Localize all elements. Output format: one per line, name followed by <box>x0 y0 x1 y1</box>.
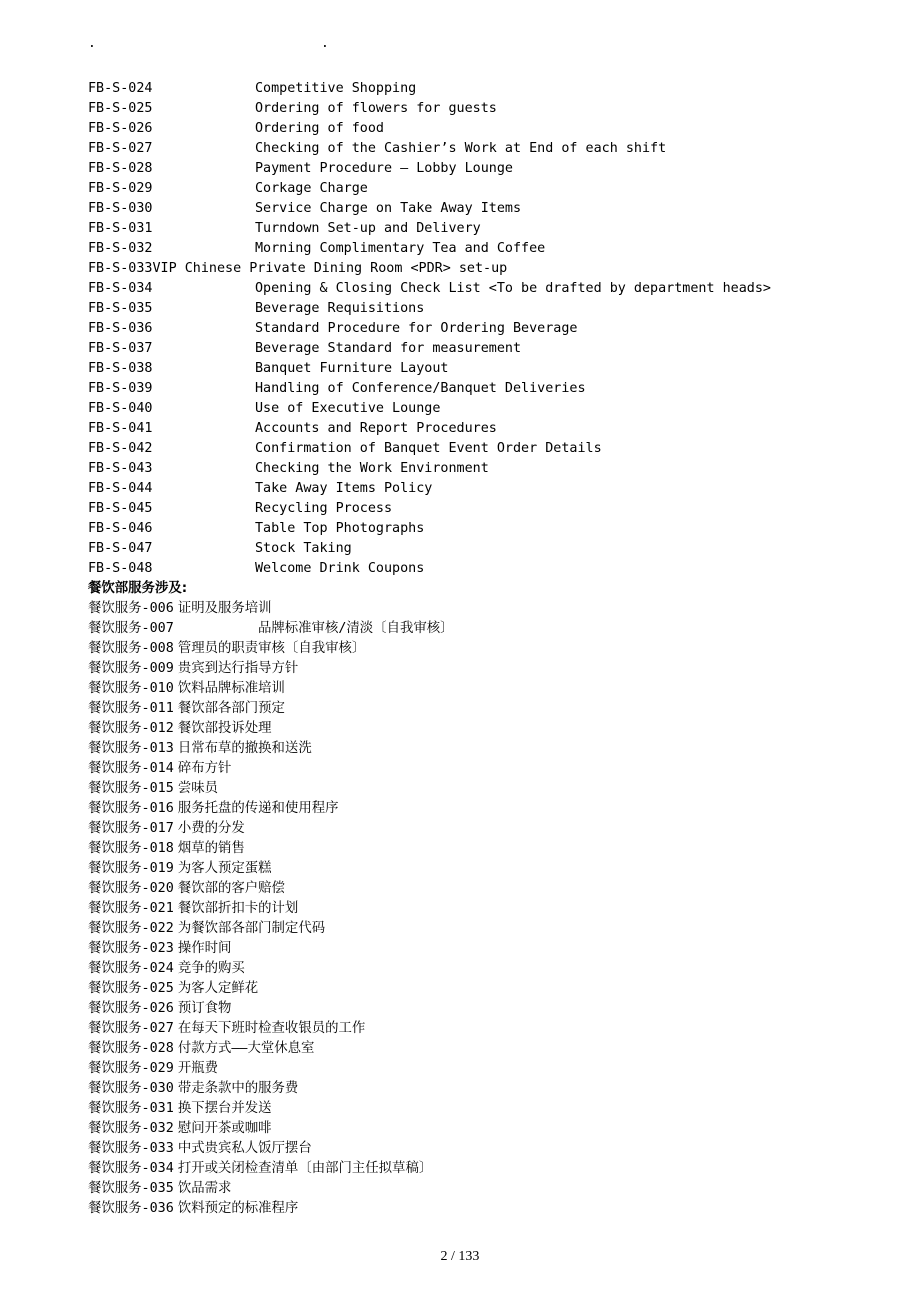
item-title: Ordering of flowers for guests <box>255 101 497 116</box>
item-code: 餐饮服务-026 <box>88 1001 174 1016</box>
item-code: 餐饮服务-015 <box>88 781 174 796</box>
item-code: FB-S-044 <box>88 481 153 496</box>
item-title: Table Top Photographs <box>255 521 425 536</box>
fb-list-item <box>88 539 848 559</box>
item-code: 餐饮服务-023 <box>88 941 174 956</box>
item-title: Banquet Furniture Layout <box>255 361 449 376</box>
item-code: FB-S-030 <box>88 201 153 216</box>
item-code: FB-S-035 <box>88 301 153 316</box>
item-code: FB-S-041 <box>88 421 153 436</box>
item-code: 餐饮服务-020 <box>88 881 174 896</box>
item-title: 为客人定鲜花 <box>177 981 259 996</box>
item-title: 付款方式——大堂休息室 <box>177 1041 315 1056</box>
fb-list-item <box>88 79 848 99</box>
item-code: FB-S-046 <box>88 521 153 536</box>
item-code: 餐饮服务-021 <box>88 901 174 916</box>
cn-list-item <box>88 759 848 779</box>
item-code: FB-S-045 <box>88 501 153 516</box>
cn-list-item <box>88 819 848 839</box>
cn-list-item <box>88 879 848 899</box>
item-code: FB-S-024 <box>88 81 153 96</box>
cn-list-item <box>88 1139 848 1159</box>
cn-list-item <box>88 1179 848 1199</box>
item-code: 餐饮服务-028 <box>88 1041 174 1056</box>
item-title: 贵宾到达行指导方针 <box>177 661 299 676</box>
item-title: 日常布草的撤换和送洗 <box>177 741 312 756</box>
item-code: 餐饮服务-014 <box>88 761 174 776</box>
fb-list-item <box>88 559 848 579</box>
cn-list-item <box>88 959 848 979</box>
cn-list-item <box>88 899 848 919</box>
item-title: 慰问开茶或咖啡 <box>177 1121 272 1136</box>
cn-list-item <box>88 839 848 859</box>
item-title: 在每天下班时检查收银员的工作 <box>177 1021 366 1036</box>
item-title: 带走条款中的服务费 <box>177 1081 299 1096</box>
item-code: 餐饮服务-017 <box>88 821 174 836</box>
fb-list-item <box>88 99 848 119</box>
item-code: 餐饮服务-025 <box>88 981 174 996</box>
fb-list-item <box>88 419 848 439</box>
item-code: 餐饮服务-022 <box>88 921 174 936</box>
item-title: 尝味员 <box>177 781 218 796</box>
item-title: Use of Executive Lounge <box>255 401 441 416</box>
item-title: Accounts and Report Procedures <box>255 421 497 436</box>
fb-list-item <box>88 519 848 539</box>
fb-list-item <box>88 379 848 399</box>
cn-list-item <box>88 659 848 679</box>
item-title: 操作时间 <box>177 941 232 956</box>
item-title: Handling of Conference/Banquet Deliveries <box>255 381 586 396</box>
item-title: 碎布方针 <box>177 761 232 776</box>
fb-list-item <box>88 179 848 199</box>
item-code: FB-S-027 <box>88 141 153 156</box>
cn-list-item <box>88 979 848 999</box>
cn-list-item <box>88 639 848 659</box>
cn-list-item <box>88 1079 848 1099</box>
cn-list-item <box>88 1039 848 1059</box>
item-code: FB-S-047 <box>88 541 153 556</box>
cn-list-item <box>88 939 848 959</box>
item-code: FB-S-043 <box>88 461 153 476</box>
item-title: 打开或关闭检查清单〔由部门主任拟草稿〕 <box>177 1161 433 1176</box>
fb-list-item <box>88 279 848 299</box>
item-title: Service Charge on Take Away Items <box>255 201 522 216</box>
item-code: 餐饮服务-019 <box>88 861 174 876</box>
item-code: FB-S-034 <box>88 281 153 296</box>
item-title: Welcome Drink Coupons <box>255 561 425 576</box>
header-mark: . <box>321 36 329 51</box>
item-title: 餐饮部折扣卡的计划 <box>177 901 299 916</box>
fb-list-item <box>88 119 848 139</box>
item-title: 小费的分发 <box>177 821 245 836</box>
item-code: 餐饮服务-012 <box>88 721 174 736</box>
item-title: Checking of the Cashier’s Work at End of each shift <box>255 141 667 156</box>
item-title: VIP Chinese Private Dining Room <PDR> set-up <box>152 261 508 276</box>
item-code: 餐饮服务-029 <box>88 1061 174 1076</box>
item-code: 餐饮服务-027 <box>88 1021 174 1036</box>
item-title: Corkage Charge <box>255 181 368 196</box>
fb-list-item <box>88 459 848 479</box>
cn-list-item <box>88 919 848 939</box>
cn-list-item <box>88 699 848 719</box>
cn-list-item <box>88 1199 848 1219</box>
item-title: Opening & Closing Check List <To be drafted by department heads> <box>255 281 771 296</box>
cn-list-item <box>88 719 848 739</box>
item-title: Confirmation of Banquet Event Order Details <box>255 441 602 456</box>
item-title: 证明及服务培训 <box>177 601 272 616</box>
item-code: 餐饮服务-024 <box>88 961 174 976</box>
fb-list-item <box>88 299 848 319</box>
item-title: 餐饮部投诉处理 <box>177 721 272 736</box>
item-code: FB-S-028 <box>88 161 153 176</box>
item-title: 竞争的购买 <box>177 961 245 976</box>
cn-list-item <box>88 999 848 1019</box>
item-code: FB-S-037 <box>88 341 153 356</box>
cn-list-item <box>88 1159 848 1179</box>
fb-list-item <box>88 199 848 219</box>
cn-list-item <box>88 1099 848 1119</box>
item-code: 餐饮服务-007 <box>88 621 174 636</box>
item-title: Morning Complimentary Tea and Coffee <box>255 241 546 256</box>
item-code: 餐饮服务-030 <box>88 1081 174 1096</box>
cn-list-item <box>88 1019 848 1039</box>
fb-list-item <box>88 159 848 179</box>
item-title: Ordering of food <box>255 121 384 136</box>
item-code: FB-S-032 <box>88 241 153 256</box>
fb-list-item <box>88 139 848 159</box>
item-code: FB-S-038 <box>88 361 153 376</box>
item-title: 服务托盘的传递和使用程序 <box>177 801 339 816</box>
page-number: 2 / 133 <box>440 1249 480 1264</box>
document-body <box>88 79 848 1219</box>
item-code: 餐饮服务-034 <box>88 1161 174 1176</box>
item-code: 餐饮服务-036 <box>88 1201 174 1216</box>
item-code: 餐饮服务-032 <box>88 1121 174 1136</box>
item-title: 为餐饮部各部门制定代码 <box>177 921 326 936</box>
item-title: Checking the Work Environment <box>255 461 489 476</box>
item-title: Recycling Process <box>255 501 393 516</box>
item-title: 中式贵宾私人饭厅摆台 <box>177 1141 312 1156</box>
item-title: Take Away Items Policy <box>255 481 433 496</box>
item-code: 餐饮服务-011 <box>88 701 174 716</box>
item-title: Beverage Standard for measurement <box>255 341 522 356</box>
item-code: 餐饮服务-016 <box>88 801 174 816</box>
item-code: 餐饮服务-018 <box>88 841 174 856</box>
item-title: Payment Procedure – Lobby Lounge <box>255 161 513 176</box>
cn-list-item <box>88 1119 848 1139</box>
item-title: 饮料预定的标准程序 <box>177 1201 299 1216</box>
item-title: 换下摆台并发送 <box>177 1101 272 1116</box>
item-code: FB-S-029 <box>88 181 153 196</box>
fb-list-item <box>88 499 848 519</box>
item-code: 餐饮服务-035 <box>88 1181 174 1196</box>
item-code: 餐饮服务-009 <box>88 661 174 676</box>
item-code: 餐饮服务-008 <box>88 641 174 656</box>
fb-list-item <box>88 239 848 259</box>
item-code: 餐饮服务-010 <box>88 681 174 696</box>
item-title: 餐饮部的客户赔偿 <box>177 881 285 896</box>
header-mark: . <box>88 36 96 51</box>
item-code: FB-S-039 <box>88 381 153 396</box>
item-title: Standard Procedure for Ordering Beverage <box>255 321 578 336</box>
fb-list-item <box>88 439 848 459</box>
item-code: FB-S-031 <box>88 221 153 236</box>
item-title: 为客人预定蛋糕 <box>177 861 272 876</box>
cn-list-item <box>88 779 848 799</box>
cn-list-item <box>88 799 848 819</box>
fb-list-item <box>88 479 848 499</box>
cn-list-item <box>88 1059 848 1079</box>
fb-list-item <box>88 219 848 239</box>
cn-list-item <box>88 679 848 699</box>
item-code: FB-S-025 <box>88 101 153 116</box>
cn-list-item <box>88 859 848 879</box>
fb-list-item <box>88 259 848 279</box>
item-title: 餐饮部各部门预定 <box>177 701 285 716</box>
item-title: Competitive Shopping <box>255 81 417 96</box>
item-title: 品牌标准审核/清淡〔自我审核〕 <box>258 621 454 636</box>
item-title: 开瓶费 <box>177 1061 218 1076</box>
fb-list-item <box>88 319 848 339</box>
item-code: 餐饮服务-013 <box>88 741 174 756</box>
item-title: Stock Taking <box>255 541 352 556</box>
item-code: FB-S-036 <box>88 321 153 336</box>
item-code: FB-S-026 <box>88 121 153 136</box>
item-title: 烟草的销售 <box>177 841 245 856</box>
item-code: 餐饮服务-031 <box>88 1101 174 1116</box>
item-title: 预订食物 <box>177 1001 232 1016</box>
fb-list-item <box>88 359 848 379</box>
item-title: Beverage Requisitions <box>255 301 425 316</box>
cn-list-item <box>88 619 848 639</box>
item-code: FB-S-033 <box>88 261 153 276</box>
item-code: 餐饮服务-033 <box>88 1141 174 1156</box>
fb-list-item <box>88 399 848 419</box>
item-code: FB-S-040 <box>88 401 153 416</box>
item-title: 饮品需求 <box>177 1181 232 1196</box>
item-code: FB-S-048 <box>88 561 153 576</box>
cn-list-item <box>88 739 848 759</box>
section-heading: 餐饮部服务涉及: <box>88 581 188 596</box>
item-title: Turndown Set-up and Delivery <box>255 221 481 236</box>
item-code: FB-S-042 <box>88 441 153 456</box>
item-title: 饮料品牌标准培训 <box>177 681 285 696</box>
item-code: 餐饮服务-006 <box>88 601 174 616</box>
fb-list-item <box>88 339 848 359</box>
cn-list-item <box>88 599 848 619</box>
item-title: 管理员的职责审核〔自我审核〕 <box>177 641 366 656</box>
